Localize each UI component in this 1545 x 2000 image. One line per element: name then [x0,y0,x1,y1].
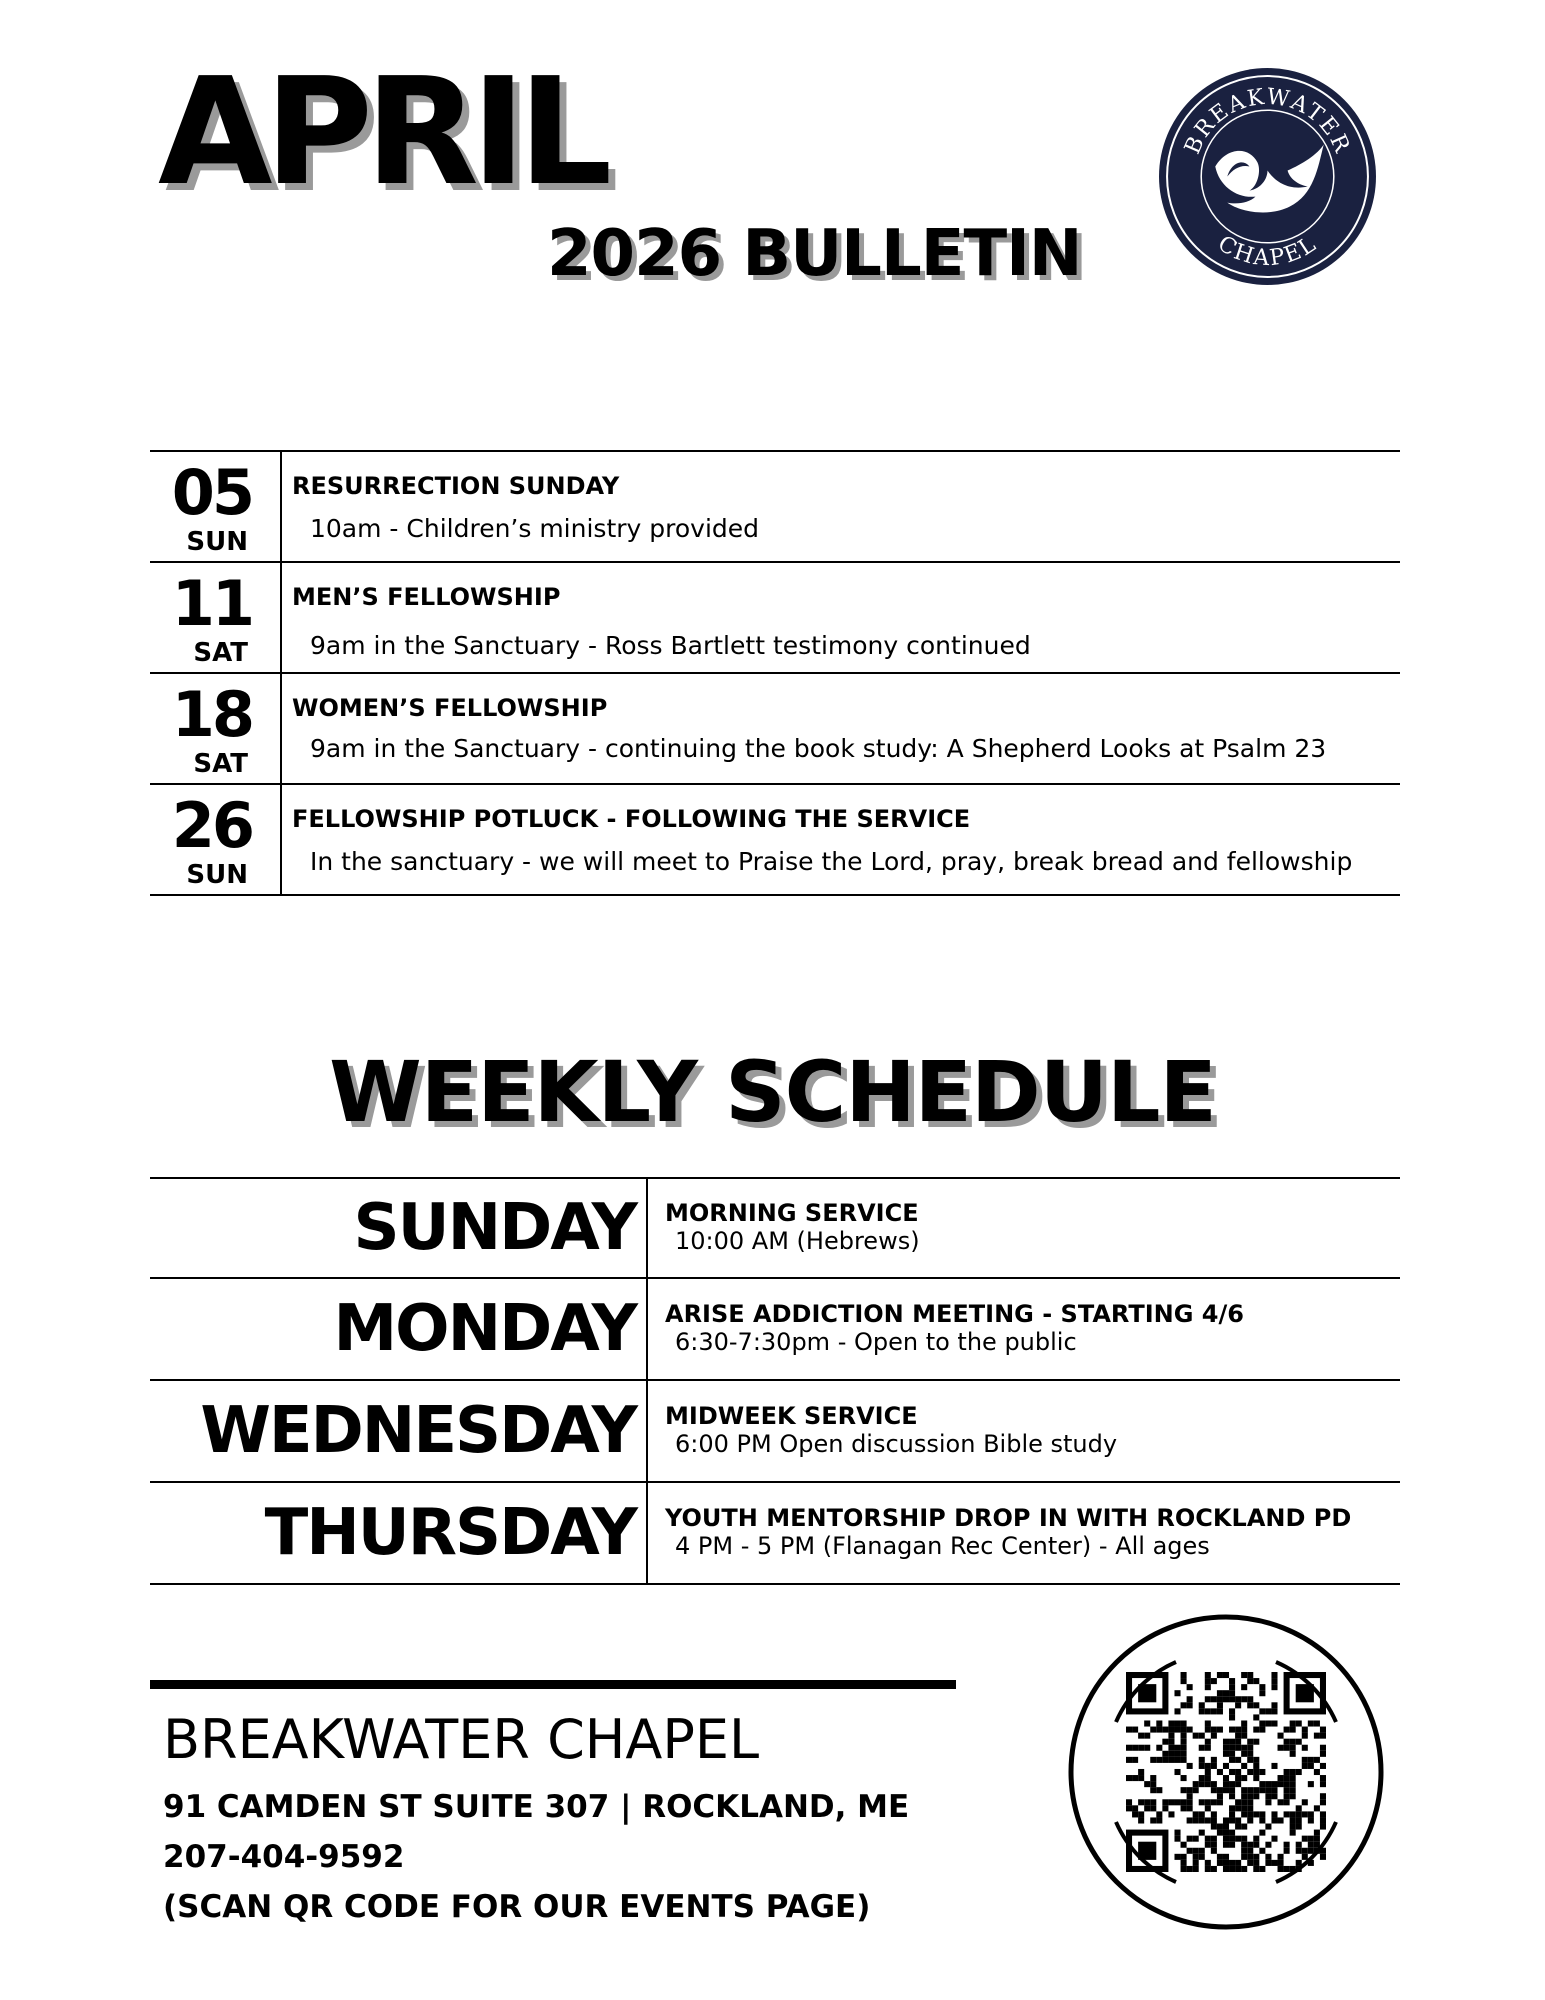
event-description: 10am - Children’s ministry provided [310,514,760,543]
event-description: In the sanctuary - we will meet to Praise the Lord, pray, break bread and fellowship [310,847,1353,876]
event-title: WOMEN’S FELLOWSHIP [292,694,608,722]
event-date [150,674,282,783]
event-day-number: 26 [171,789,252,862]
schedule-row [150,1381,1400,1483]
schedule-title: YOUTH MENTORSHIP DROP IN WITH ROCKLAND PD [665,1504,1352,1533]
event-weekday: SAT [193,638,248,668]
event-day-number: 11 [171,567,252,640]
schedule-description: 6:00 PM Open discussion Bible study [675,1430,1118,1458]
schedule-day: SUNDAY [150,1179,648,1277]
schedule-row [150,1279,1400,1381]
events-qr-code[interactable] [1066,1612,1386,1932]
event-details [282,563,1400,672]
chapel-phone: 207-404-9592 [163,1839,405,1875]
event-day-number: 05 [171,456,252,529]
weekly-schedule-table [150,1177,1400,1585]
schedule-day: MONDAY [150,1279,648,1379]
weekly-schedule-heading: WEEKLY SCHEDULE [329,1043,1216,1141]
schedule-title: MORNING SERVICE [665,1199,919,1228]
schedule-details [648,1483,1400,1583]
footer-divider [150,1680,956,1689]
event-details [282,674,1400,783]
qr-modules [1126,1672,1326,1872]
schedule-title: MIDWEEK SERVICE [665,1402,918,1431]
chapel-name: BREAKWATER CHAPEL [163,1708,760,1771]
schedule-details [648,1179,1400,1277]
event-weekday: SUN [186,527,248,557]
schedule-details [648,1381,1400,1481]
schedule-description: 4 PM - 5 PM (Flanagan Rec Center) - All ages [675,1532,1210,1560]
qr-outer-ring [1071,1617,1381,1927]
event-weekday: SAT [193,749,248,779]
event-date [150,785,282,894]
schedule-day: THURSDAY [150,1483,648,1583]
seal-bottom-text: CHAPEL [1213,230,1322,272]
chapel-seal-logo [1157,66,1378,287]
event-date [150,563,282,672]
schedule-description: 6:30-7:30pm - Open to the public [675,1328,1077,1356]
seal-top-text: BREAKWATER [1179,83,1356,158]
chapel-address: 91 CAMDEN ST SUITE 307 | ROCKLAND, ME [163,1789,910,1825]
event-description: 9am in the Sanctuary - continuing the book study: A Shepherd Looks at Psalm 23 [310,734,1327,763]
event-description: 9am in the Sanctuary - Ross Bartlett testimony continued [310,631,1031,660]
event-details [282,452,1400,561]
bulletin-subtitle: 2026 BULLETIN [547,217,1082,291]
schedule-day: WEDNESDAY [150,1381,648,1481]
schedule-row [150,1179,1400,1279]
event-day-number: 18 [171,678,252,751]
event-row [150,452,1400,563]
event-title: MEN’S FELLOWSHIP [292,583,561,611]
schedule-title: ARISE ADDICTION MEETING - STARTING 4/6 [665,1300,1244,1329]
event-row [150,785,1400,896]
bulletin-month-title: APRIL [158,46,605,218]
event-row [150,674,1400,785]
event-title: RESURRECTION SUNDAY [292,472,620,500]
qr-instruction: (SCAN QR CODE FOR OUR EVENTS PAGE) [163,1889,871,1925]
event-weekday: SUN [186,860,248,890]
event-date [150,452,282,561]
schedule-details [648,1279,1400,1379]
event-row [150,563,1400,674]
event-details [282,785,1400,894]
schedule-description: 10:00 AM (Hebrews) [675,1227,920,1255]
event-title: FELLOWSHIP POTLUCK - FOLLOWING THE SERVICE [292,805,971,833]
schedule-row [150,1483,1400,1585]
events-table [150,450,1400,896]
